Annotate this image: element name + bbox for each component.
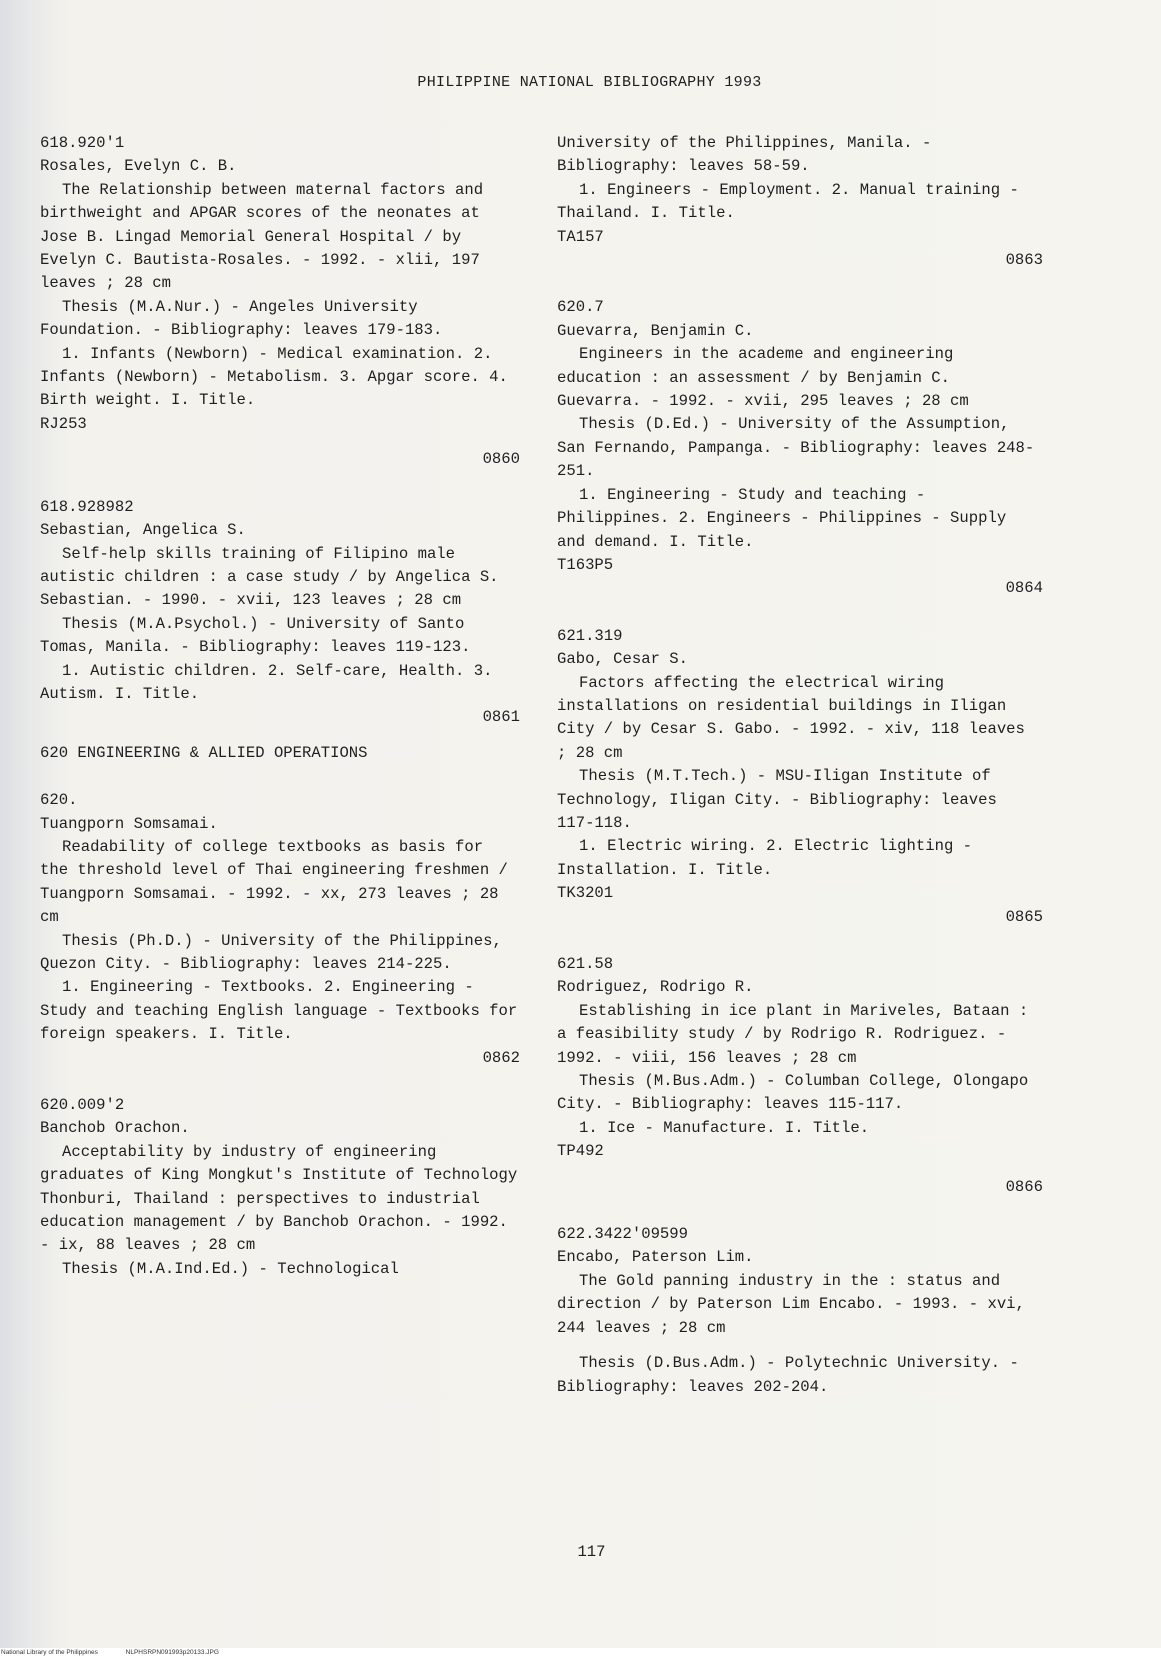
entry-author: Guevarra, Benjamin C. <box>557 321 754 340</box>
left-column <box>40 132 520 1281</box>
entry-author: Rosales, Evelyn C. B. <box>40 157 237 176</box>
entry-author: Rodriguez, Rodrigo R. <box>557 978 754 997</box>
bib-entry-0862 <box>40 789 520 1070</box>
call-number: 620.009'2 <box>40 1096 125 1115</box>
entry-number: 0866 <box>1005 1177 1043 1196</box>
bib-entry-0865 <box>557 625 1043 929</box>
entry-subjects: 1. Infants (Newborn) - Medical examination. 2. Infants (Newborn) - Metabolism. 3. Apgar score. 4. Birth weight. I. Title. <box>40 344 508 410</box>
entry-note-continued: University of the Philippines, Manila. - Bibliography: leaves 58-59. <box>557 134 932 176</box>
right-column <box>557 132 1043 1399</box>
entry-note: Thesis (M.A.Ind.Ed.) - Technological <box>62 1259 399 1278</box>
entry-title: Factors affecting the electrical wiring installations on residential buildings in Iligan City / by Cesar S. Gabo. - 1992. - xiv, 118 leaves ; 28 cm <box>557 673 1025 762</box>
call-number: 620. <box>40 791 78 810</box>
entry-note: Thesis (Ph.D.) - University of the Philippines, Quezon City. - Bibliography: leaves 214-225. <box>40 931 502 973</box>
entry-number: 0861 <box>482 708 520 727</box>
entry-subjects: 1. Autistic children. 2. Self-care, Health. 3. Autism. I. Title. <box>40 661 493 703</box>
lc-classification: TA157 <box>557 227 604 246</box>
scan-footer <box>0 1648 1161 1658</box>
call-number: 621.58 <box>557 955 614 973</box>
lc-classification: T163P5 <box>557 555 614 574</box>
lc-classification: TK3201 <box>557 884 614 903</box>
entry-title: The Relationship between maternal factors and birthweight and APGAR scores of the neonates at Jose B. Lingad Memorial General Hospital / by Evelyn C. Bautista-Rosales. - 1992. - xlii, 197 leaves ; 28 cm <box>40 180 484 293</box>
entry-title: Self-help skills training of Filipino male autistic children : a case study / by Angelica S. Sebastian. - 1990. - xvii, 123 leaves ; 28 cm <box>40 544 499 610</box>
entry-title: Establishing in ice plant in Mariveles, Bataan : a feasibility study / by Rodrigo R. Rodriguez. - 1992. - viii, 156 leaves ; 28 cm <box>557 1001 1029 1067</box>
entry-author: Sebastian, Angelica S. <box>40 521 246 540</box>
entry-note: Thesis (D.Ed.) - University of the Assumption, San Fernando, Pampanga. - Bibliography: leaves 248-251. <box>557 415 1035 481</box>
call-number: 618.920'1 <box>40 134 125 152</box>
call-number: 622.3422'09599 <box>557 1225 689 1244</box>
bib-entry-0863-start <box>40 1094 520 1281</box>
entry-subjects: 1. Engineering - Textbooks. 2. Engineering - Study and teaching English language - Textbooks for foreign speakers. I. Title. <box>40 978 518 1044</box>
entry-note: Thesis (M.A.Nur.) - Angeles University Foundation. - Bibliography: leaves 179-183. <box>40 297 443 340</box>
entry-number: 0863 <box>1005 251 1043 270</box>
bib-entry-0864 <box>557 296 1043 600</box>
entry-subjects: 1. Electric wiring. 2. Electric lighting - Installation. I. Title. <box>557 837 973 879</box>
section-heading: 620 ENGINEERING & ALLIED OPERATIONS <box>40 743 368 762</box>
lc-classification: TP492 <box>557 1142 604 1161</box>
entry-note: Thesis (D.Bus.Adm.) - Polytechnic University. - Bibliography: leaves 202-204. <box>557 1354 1019 1396</box>
entry-title: The Gold panning industry in the : status and direction / by Paterson Lim Encabo. - 1993. - xvi, 244 leaves ; 28 cm <box>557 1271 1025 1337</box>
entry-title: Engineers in the academe and engineering education : an assessment / by Benjamin C. Guevarra. - 1992. - xvii, 295 leaves ; 28 cm <box>557 345 969 411</box>
entry-subjects: 1. Engineers - Employment. 2. Manual training - Thailand. I. Title. <box>557 180 1019 223</box>
bib-entry-0861 <box>40 496 520 730</box>
page-number: 117 <box>577 1543 606 1561</box>
entry-title: Acceptability by industry of engineering graduates of King Mongkut's Institute of Technology Thonburi, Thailand : perspectives to industrial education management / by Banchob Orachon. - 1992. - ix, 88 leaves ; 28 cm <box>40 1142 518 1255</box>
entry-number: 0864 <box>1005 579 1043 598</box>
entry-number: 0865 <box>1005 907 1043 926</box>
page-header: PHILIPPINE NATIONAL BIBLIOGRAPHY 1993 <box>417 74 762 91</box>
entry-title: Readability of college textbooks as basis for the threshold level of Thai engineering freshmen / Tuangporn Somsamai. - 1992. - xx, 273 leaves ; 28 cm <box>40 837 508 927</box>
entry-subjects: 1. Ice - Manufacture. I. Title. <box>579 1118 870 1137</box>
call-number: 621.319 <box>557 626 623 645</box>
entry-author: Encabo, Paterson Lim. <box>557 1248 754 1267</box>
entry-note: Thesis (M.T.Tech.) - MSU-Iligan Institute of Technology, Iligan City. - Bibliography: leaves 117-118. <box>557 767 997 832</box>
entry-note: Thesis (M.Bus.Adm.) - Columban College, Olongapo City. - Bibliography: leaves 115-117. <box>557 1072 1029 1114</box>
entry-number: 0860 <box>482 450 520 469</box>
bib-entry-0860 <box>40 132 520 472</box>
footer-file: NLPHSRPN091993p20133.JPG <box>125 1649 219 1656</box>
bib-entry-0867-start <box>557 1223 1043 1399</box>
lc-classification: RJ253 <box>40 414 87 433</box>
call-number: 620.7 <box>557 298 604 317</box>
footer-library: National Library of the Philippines <box>1 1649 98 1656</box>
entry-number: 0862 <box>482 1048 520 1067</box>
entry-author: Tuangporn Somsamai. <box>40 814 218 833</box>
bib-entry-0863-continued <box>557 132 1043 272</box>
entry-author: Banchob Orachon. <box>40 1119 190 1138</box>
entry-subjects: 1. Engineering - Study and teaching - Philippines. 2. Engineers - Philippines - Supply and demand. I. Title. <box>557 485 1007 551</box>
entry-note: Thesis (M.A.Psychol.) - University of Santo Tomas, Manila. - Bibliography: leaves 119-123. <box>40 614 471 657</box>
bib-entry-0866 <box>557 953 1043 1199</box>
call-number: 618.928982 <box>40 497 134 516</box>
entry-author: Gabo, Cesar S. <box>557 650 689 669</box>
